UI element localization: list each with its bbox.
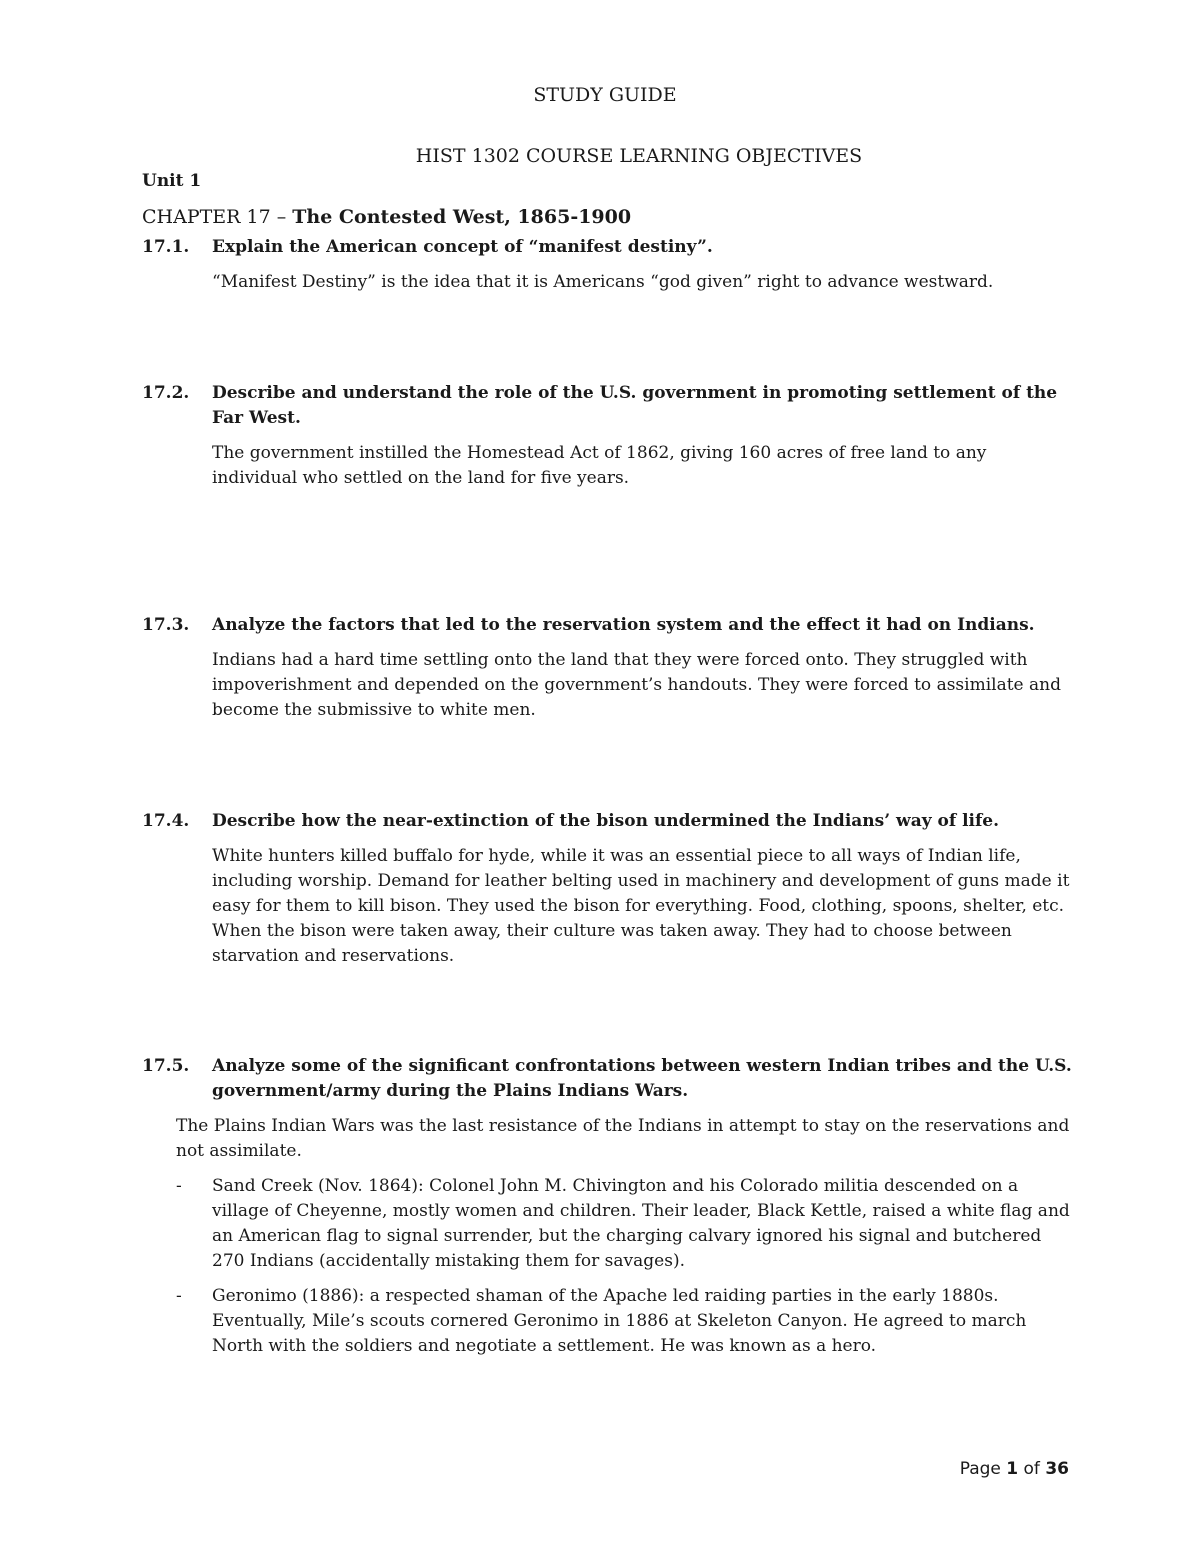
objective-number: 17.4. bbox=[142, 811, 190, 831]
doc-title: STUDY GUIDE bbox=[533, 84, 677, 106]
chapter-title: The Contested West, 1865-1900 bbox=[292, 206, 632, 228]
objective-answer: The Plains Indian Wars was the last resistance of the Indians in attempt to stay on the reservations and not assimilate. bbox=[176, 1116, 1070, 1161]
list-item bbox=[176, 1174, 1076, 1274]
of-word: of bbox=[1023, 1459, 1040, 1479]
objective-heading: Describe and understand the role of the U.S. government in promoting settlement of the Far West. bbox=[212, 383, 1058, 428]
doc-subtitle: HIST 1302 COURSE LEARNING OBJECTIVES bbox=[415, 145, 863, 167]
objective-heading: Explain the American concept of “manifest destiny”. bbox=[212, 237, 713, 257]
objective-17-2 bbox=[142, 381, 1082, 491]
objective-heading: Describe how the near-extinction of the bison undermined the Indians’ way of life. bbox=[212, 811, 1000, 831]
objective-answer: Indians had a hard time settling onto the land that they were forced onto. They struggled with impoverishment and depended on the government’s handouts. They were forced to assimilate and become the submissive to white men. bbox=[212, 650, 1061, 720]
objective-number: 17.2. bbox=[142, 383, 190, 403]
objective-answer: The government instilled the Homestead Act of 1862, giving 160 acres of free land to any individual who settled on the land for five years. bbox=[212, 443, 987, 488]
objective-number: 17.5. bbox=[142, 1056, 190, 1076]
list-item-text: Sand Creek (Nov. 1864): Colonel John M. Chivington and his Colorado militia descended on a village of Cheyenne, mostly women and children. Their leader, Black Kettle, raised a white flag and an American flag to signal surrender, but the charging calvary ignored his signal and butchered 270 Indians (accidentally mistaking them for savages). bbox=[212, 1176, 1070, 1271]
page-footer bbox=[960, 1457, 1069, 1481]
bullet-marker: - bbox=[176, 1176, 182, 1196]
objective-number: 17.1. bbox=[142, 237, 190, 257]
objective-17-1 bbox=[142, 235, 1082, 295]
objective-17-3 bbox=[142, 613, 1082, 723]
page-word: Page bbox=[959, 1459, 1001, 1479]
objective-heading: Analyze some of the significant confrontations between western Indian tribes and the U.S. government/army during the Plains Indians Wars. bbox=[212, 1056, 1072, 1101]
objective-number: 17.3. bbox=[142, 615, 190, 635]
unit-label: Unit 1 bbox=[142, 171, 202, 191]
chapter-label: CHAPTER 17 – bbox=[142, 206, 293, 228]
bullet-list bbox=[176, 1174, 1076, 1359]
list-item-text: Geronimo (1886): a respected shaman of the Apache led raiding parties in the early 1880s. Eventually, Mile’s scouts cornered Geronimo in 1886 at Skeleton Canyon. He agreed to march North with the soldiers and negotiate a settlement. He was known as a hero. bbox=[212, 1286, 1027, 1356]
objective-answer: White hunters killed buffalo for hyde, while it was an essential piece to all ways of Indian life, including worship. Demand for leather belting used in machinery and development of guns made it easy for them to kill bison. They used the bison for everything. Food, clothing, spoons, shelter, etc. When the bison were taken away, their culture was taken away. They had to choose between starvation and reservations. bbox=[212, 846, 1070, 966]
objective-17-4 bbox=[142, 809, 1082, 969]
chapter-heading bbox=[142, 205, 631, 229]
total-pages: 36 bbox=[1045, 1459, 1069, 1479]
objective-17-5 bbox=[142, 1054, 1082, 1369]
list-item bbox=[176, 1284, 1076, 1359]
bullet-marker: - bbox=[176, 1286, 182, 1306]
page-number: 1 bbox=[1006, 1459, 1019, 1479]
objective-answer: “Manifest Destiny” is the idea that it is Americans “god given” right to advance westward. bbox=[212, 272, 994, 292]
objective-heading: Analyze the factors that led to the reservation system and the effect it had on Indians. bbox=[212, 615, 1035, 635]
